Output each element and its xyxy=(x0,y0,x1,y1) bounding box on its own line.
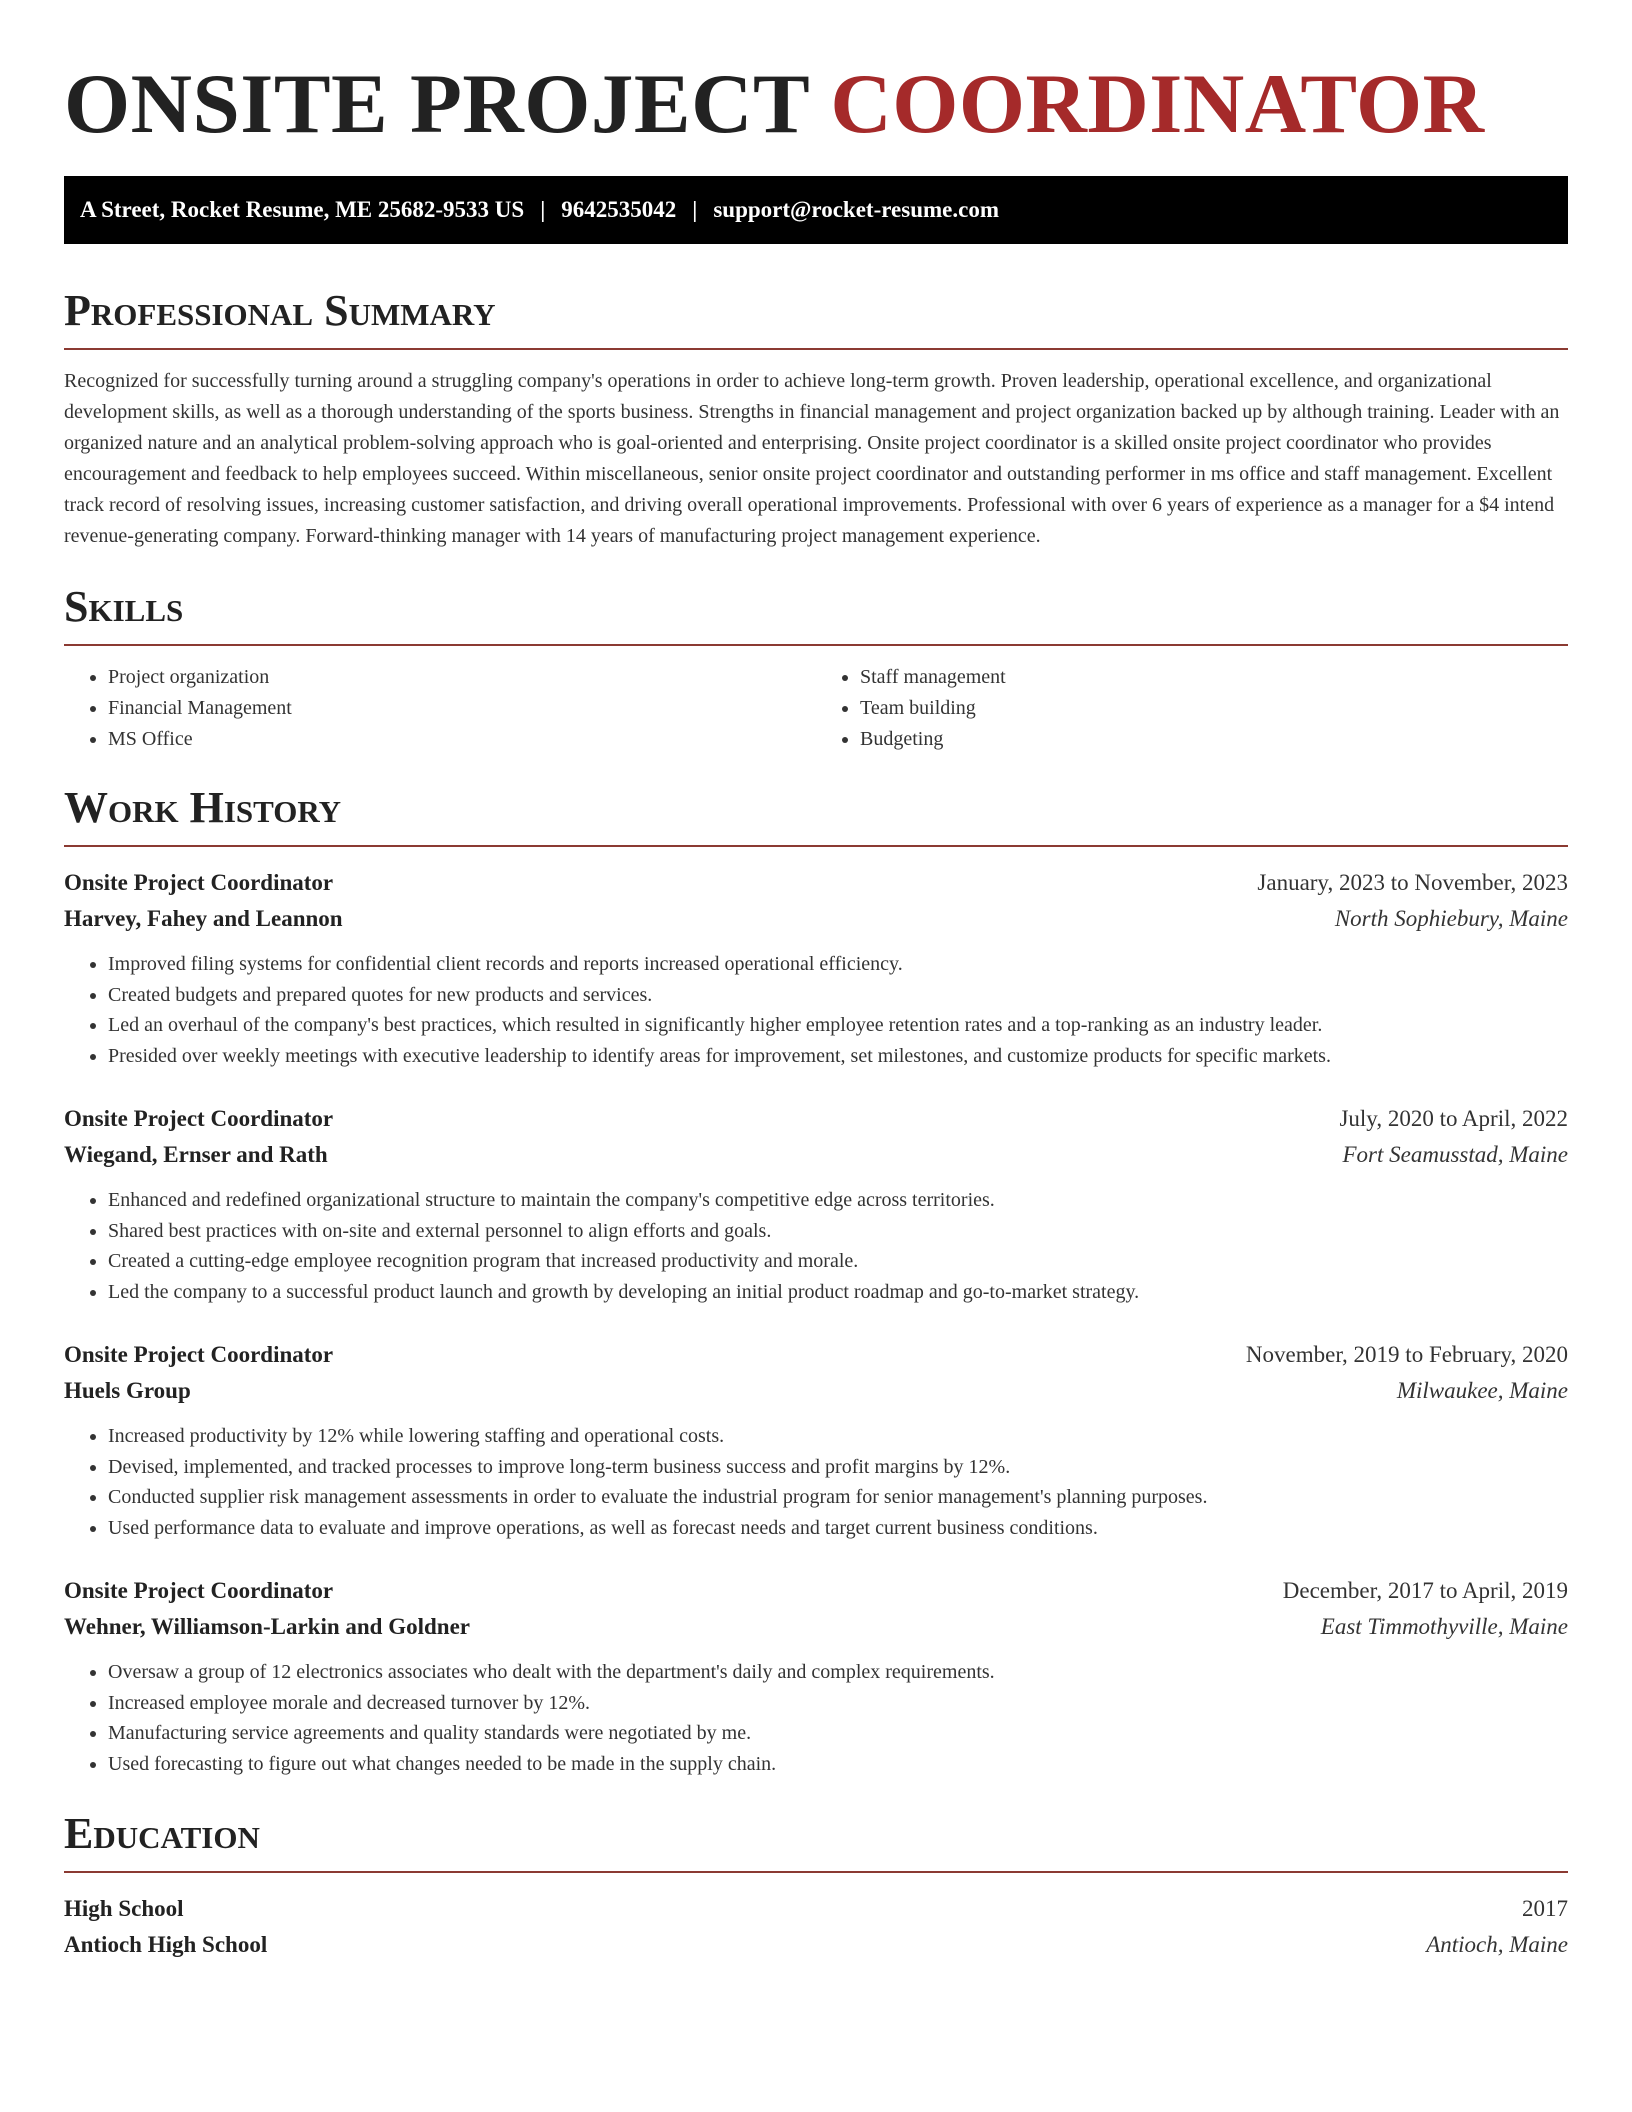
job-bullet: • Improved filing systems for confidential client records and reports increased operational efficiency. xyxy=(108,949,1568,980)
job-bullet: • Led the company to a successful product launch and growth by developing an initial product roadmap and go-to-market strategy. xyxy=(108,1277,1568,1308)
education-school-row xyxy=(64,1927,1568,1963)
job-bullets xyxy=(64,1657,1568,1779)
job-bullet: • Shared best practices with on-site and external personnel to align efforts and goals. xyxy=(108,1216,1568,1247)
job-dates: January, 2023 to November, 2023 xyxy=(1257,870,1568,895)
job-bullet: • Used performance data to evaluate and improve operations, as well as forecast needs and target current business conditions. xyxy=(108,1513,1568,1544)
job-bullets xyxy=(64,1421,1568,1543)
job-company: Huels Group xyxy=(64,1378,191,1403)
job-title-row xyxy=(64,1337,1568,1373)
skills-column-left xyxy=(64,662,816,755)
job-bullet: • Conducted supplier risk management assessments in order to evaluate the industrial program for senior management's planning purposes. xyxy=(108,1482,1568,1513)
job-location: Milwaukee, Maine xyxy=(1396,1378,1568,1403)
job-location: East Timmothyville, Maine xyxy=(1320,1614,1568,1639)
contact-separator: | xyxy=(540,197,546,222)
job-entry xyxy=(64,1573,1568,1779)
job-bullet: • Devised, implemented, and tracked processes to improve long-term business success and profit margins by 12%. xyxy=(108,1452,1568,1483)
job-bullet: • Presided over weekly meetings with executive leadership to identify areas for improvement, set milestones, and customize products for specific markets. xyxy=(108,1041,1568,1072)
job-title-row xyxy=(64,865,1568,901)
skill-item: • MS Office xyxy=(108,724,816,755)
job-company-row xyxy=(64,901,1568,937)
job-company: Harvey, Fahey and Leannon xyxy=(64,906,343,931)
job-title: Onsite Project Coordinator xyxy=(64,1578,334,1603)
job-company: Wehner, Williamson-Larkin and Goldner xyxy=(64,1614,471,1639)
education-heading: Education xyxy=(64,1807,1568,1873)
contact-bar xyxy=(64,176,1568,244)
education-entry xyxy=(64,1891,1568,1963)
education-degree-row xyxy=(64,1891,1568,1927)
job-entry xyxy=(64,1337,1568,1543)
job-dates: December, 2017 to April, 2019 xyxy=(1282,1578,1568,1603)
skill-item: • Team building xyxy=(860,693,1568,724)
summary-heading: Professional Summary xyxy=(64,284,1568,350)
job-entry xyxy=(64,865,1568,1071)
work-history-heading: Work History xyxy=(64,781,1568,847)
job-location: Fort Seamusstad, Maine xyxy=(1342,1142,1568,1167)
job-company-row xyxy=(64,1137,1568,1173)
education-location: Antioch, Maine xyxy=(1426,1932,1568,1957)
job-dates: November, 2019 to February, 2020 xyxy=(1245,1342,1568,1367)
skill-item: • Budgeting xyxy=(860,724,1568,755)
job-bullet: • Created budgets and prepared quotes for new products and services. xyxy=(108,980,1568,1011)
job-bullet: • Led an overhaul of the company's best practices, which resulted in significantly higher employee retention rates and a top-ranking as an industry leader. xyxy=(108,1010,1568,1041)
job-bullet: • Manufacturing service agreements and quality standards were negotiated by me. xyxy=(108,1718,1568,1749)
job-bullets xyxy=(64,1185,1568,1307)
title-first-part: ONSITE PROJECT xyxy=(64,57,809,151)
contact-address: A Street, Rocket Resume, ME 25682-9533 US xyxy=(80,197,525,222)
job-bullet: • Enhanced and redefined organizational structure to maintain the company's competitive edge across territories. xyxy=(108,1185,1568,1216)
job-bullet: • Increased productivity by 12% while lowering staffing and operational costs. xyxy=(108,1421,1568,1452)
contact-email: support@rocket-resume.com xyxy=(713,197,999,222)
resume-title xyxy=(64,56,1568,152)
education-year: 2017 xyxy=(1522,1896,1568,1921)
summary-text: Recognized for successfully turning around a struggling company's operations in order to achieve long-term growth. Proven leadership, operational excellence, and organizational development skills, as well as a thorough understanding of the sports business. Strengths in financial management and project organization backed up by although training. Leader with an organized nature and an analytical problem-solving approach who is goal-oriented and enterprising. Onsite project coordinator is a skilled onsite project coordinator who provides encouragement and feedback to help employees succeed. Within miscellaneous, senior onsite project coordinator and outstanding performer in ms office and staff management. Excellent track record of resolving issues, increasing customer satisfaction, and driving overall operational improvements. Professional with over 6 years of experience as a manager for a $4 intend revenue-generating company. Forward-thinking manager with 14 years of manufacturing project management experience. xyxy=(64,370,1560,547)
job-title: Onsite Project Coordinator xyxy=(64,1342,334,1367)
job-company-row xyxy=(64,1609,1568,1645)
contact-separator: | xyxy=(692,197,698,222)
job-title: Onsite Project Coordinator xyxy=(64,1106,334,1131)
job-bullet: • Created a cutting-edge employee recognition program that increased productivity and morale. xyxy=(108,1246,1568,1277)
job-bullets xyxy=(64,949,1568,1071)
job-title-row xyxy=(64,1573,1568,1609)
skill-item: • Staff management xyxy=(860,662,1568,693)
education-degree: High School xyxy=(64,1896,184,1921)
skills-heading: Skills xyxy=(64,580,1568,646)
job-bullet: • Used forecasting to figure out what changes needed to be made in the supply chain. xyxy=(108,1749,1568,1780)
title-accent-part: COORDINATOR xyxy=(830,57,1485,151)
skill-item: • Project organization xyxy=(108,662,816,693)
skills-column-right xyxy=(816,662,1568,755)
job-location: North Sophiebury, Maine xyxy=(1334,906,1568,931)
job-bullet: • Oversaw a group of 12 electronics associates who dealt with the department's daily and complex requirements. xyxy=(108,1657,1568,1688)
job-entry xyxy=(64,1101,1568,1307)
skill-item: • Financial Management xyxy=(108,693,816,724)
job-company: Wiegand, Ernser and Rath xyxy=(64,1142,328,1167)
job-dates: July, 2020 to April, 2022 xyxy=(1339,1106,1568,1131)
skills-list xyxy=(64,662,1568,755)
job-company-row xyxy=(64,1373,1568,1409)
job-bullet: • Increased employee morale and decreased turnover by 12%. xyxy=(108,1688,1568,1719)
education-school: Antioch High School xyxy=(64,1932,268,1957)
job-title-row xyxy=(64,1101,1568,1137)
contact-phone: 9642535042 xyxy=(561,197,677,222)
job-title: Onsite Project Coordinator xyxy=(64,870,334,895)
